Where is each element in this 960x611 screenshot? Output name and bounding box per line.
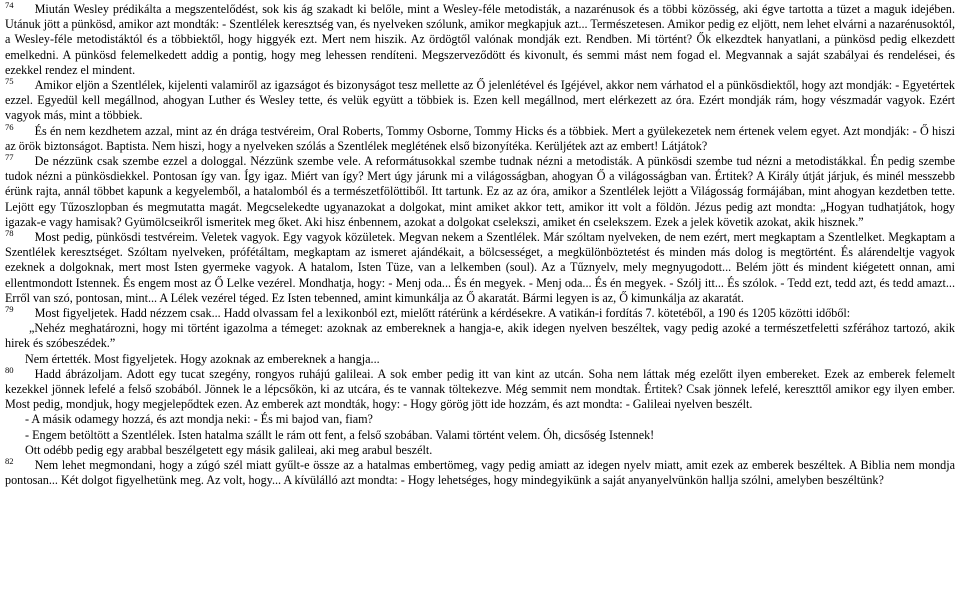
paragraph-text: „Nehéz meghatározni, hogy mi történt igazolma a témeget: azoknak az embereknek a hangja-e, akik idegen nyelven beszéltek, vagy pedig azoké a természetfeletti szférához tartozó, akik hirek és szóbeszédek.” [5, 321, 955, 351]
paragraph-text: Most figyeljetek. Hadd nézzem csak... Hadd olvassam fel a lexikonból ezt, mielőtt rátérünk a kérdésekre. A vatikán-i fordítás 7. kötetéből, a 190 és 1205 közötti időből: [34, 306, 851, 321]
paragraph [5, 321, 955, 351]
paragraph [5, 428, 955, 443]
paragraph-number: 77 [5, 152, 14, 163]
paragraph [5, 121, 955, 154]
paragraph [5, 458, 955, 488]
paragraph [5, 412, 955, 427]
paragraph-text: - Engem betöltött a Szentlélek. Isten hatalma szállt le rám ott fent, a felső szobában. Valami történt velem. Óh, dicsőség Istennek! [25, 427, 655, 442]
paragraph-text: - A másik odamegy hozzá, és azt mondja neki: - És mi bajod van, fiam? [25, 412, 373, 427]
paragraph-text: Hadd ábrázoljam. Adott egy tucat szegény, rongyos ruhájú galileai. A sok ember pedig itt van kint az utcán. Soha nem láttak még ezelőtt ilyen embereket. Ezek az emberek felemelt kezekkel jönnek lefelé a felső szobából. Jönnek le a lépcsőkön, ki az utcára, és te vannak töltekezve. Még semmit nem mondtak. Értitek? Csak jönnek lefelé, kereszttől amikor egy ilyen ember. Most pedig, mondjuk, hogy megjelepődtek ezen. Az emberek azt mondták, hogy: - Hogy görög jött ide hozzám, és azt mondta: - Galileai nyelven beszélt. [5, 366, 955, 412]
paragraph-text: Nem értették. Most figyeljetek. Hogy azoknak az embereknek a hangja... [25, 351, 380, 366]
paragraph [5, 2, 955, 78]
paragraph-text: Miután Wesley prédikálta a megszentelődést, sok kis ág szakadt ki belőle, mint a Wesley-féle metodisták, a nazarénusok és a többi közösség, aki égve tartotta a tüzet a maguk idejében. Utánuk jött a pünkösd, amikor azt mondták: - Szentlélek keresztség van, és nyelveken szólunk, amikor megkapjuk azt... Természetesen. Amikor pedig ez eljött, nem lehet elvárni a nazarénusoktól, a Wesley-féle metodistáktól és a többiektől, hogy higgyék ezt. Mert nem hiszik. Az ördögtől valónak mondják ezt. Rendben. Mi történt? Ők elkezdtek hanyatlani, a pünkösd pedig elkezdett emelkedni. A pünkösd felemelkedett addig a pontig, hogy meg lehessen rendíteni. Megszerveződött és kivonult, és semmi mást nem fogad el. Megvannak a saját szabályai és rendelései, és ezekkel rendez el mindent. [5, 2, 955, 77]
paragraph [5, 306, 955, 321]
paragraph-number: 76 [5, 121, 14, 132]
paragraph-number: 79 [5, 304, 14, 315]
paragraph-text: Nem lehet megmondani, hogy a zúgó szél miatt gyűlt-e össze az a hatalmas embertömeg, vagy pedig amiatt az idegen nyelv miatt, amit ezek az emberek beszéltek. A Biblia nem mondja pontosan... Két dolgot figyelhetünk meg. Az volt, hogy... A kívülálló azt mondta: - Hogy lehetséges, hogy mindegyikünk a saját anyanyelvünkön hallja szólni, amelyben beszéltünk? [5, 458, 955, 488]
paragraph-text: Most pedig, pünkösdi testvéreim. Veletek vagyok. Egy vagyok közületek. Megvan nekem a Szentlélek. Már szóltam nyelveken, de nem ezért, mert megkaptam a Szentlelket. Megkaptam a Szentlélek keresztséget. Szóltam nyelveken, prófétáltam, megkaptam az ismeret ajándékait, a bölcsességet, a megkülönböztetést és minden más dolog is megtörtént. És alárendeltje vagyok ezeknek a dolgoknak, mert most Isten gyermeke vagyok. A hatalom, Isten Tüze, van a lelkemben (soul). Az a Tűznyelv, mely megnyugodott... Belém jött és mindent kiégetett onnan, ami ellentmondott Istennek. És engem most az Ő Lelke vezérel. Mondhatja, hogy: - Menj oda... És én megyek. - Menj oda... És én megyek. - Szólj itt... És szólok. - Tedd ezt, tedd azt, és tedd amazt... Erről van szó, pontosan, mint... A Lélek vezérel téged. Ez Isten tebenned, amint kimunkálja az Ő akaratát. Bármi legyen is az, Ő kimunkálja az akaratát. [5, 230, 955, 305]
paragraph [5, 443, 955, 458]
paragraph-text: Ott odébb pedig egy arabbal beszélgetett egy másik galileai, aki meg arabul beszélt. [25, 442, 433, 457]
paragraph-text: De nézzünk csak szembe ezzel a dologgal. Nézzünk szembe vele. A reformátusokkal szembe tudnak nézni a metodisták. A pünkösdi szembe tud nézni a metodistákkal. Én pedig szembe tudok nézni a pünkösdiekkel. Pontosan így van. Így igaz. Miért van így? Mert úgy járunk mi a világosságban, ahogyan Ő a világosságban van. Értitek? A Király útját járjuk, és minél messzebb érünk rajta, annál többet kapunk a kegyelemből, a hatalomból és a természetfölöttiből. Itt tartunk. Ez az az óra, amikor a Szentlélek lejött a Világosság formájában, mint ahogyan kezdetben tette. Lejött egy Tűzoszlopban és megmutatta magát. Megcselekedte ugyanazokat a dolgokat, mint amiket akkor tett, amikor itt volt a földön. Jézus pedig azt mondta: „Hogyan tudhatjátok, hogy igazak-e vagy hamisak? Gyümölcseikről ismeritek meg őket. Aki hisz énbennem, azokat a dolgokat cselekszi, amiket én cselekszem. Ezek a jelek követik azokat, akik hisznek.” [5, 154, 955, 229]
paragraph-number: 78 [5, 228, 14, 239]
paragraph-number: 82 [5, 456, 14, 467]
paragraph [5, 154, 955, 230]
document-body [5, 2, 955, 489]
paragraph-text: Amikor eljön a Szentlélek, kijelenti valamiről az igazságot és bizonyságot tesz mellette az Ő jelenlétével és Igéjével, akkor nem várhatod el a pünkösdiektől, hogy azt mondják: - Egyetértek ezzel. Egyedül kell megállnod, ahogyan Luther és Wesley tette, és velük együtt a többiek is. Ezen kell megállnod, mert elérkezett az óra. Ezért mondják rám, hogy vészmadár vagyok. Ezért vagyok más, mint a többiek. [5, 78, 955, 123]
paragraph-number: 74 [5, 0, 14, 10]
paragraph [5, 364, 955, 413]
paragraph-text: És én nem kezdhetem azzal, mint az én drága testvéreim, Oral Roberts, Tommy Osborne, Tommy Hicks és a többiek. Mert a gyülekezetek nem értenek velem egyet. Azt mondják: - Ő hiszi az örök biztonságot. Baptista. Nem hiszi, hogy a nyelveken szólás a Szentlélek meglétének első bizonyítéka. Kerüljétek azt az embert! Látjátok? [5, 123, 955, 153]
paragraph [5, 352, 955, 367]
paragraph-number: 75 [5, 76, 14, 87]
paragraph [5, 78, 955, 124]
paragraph [5, 230, 955, 306]
paragraph-number: 80 [5, 364, 14, 375]
